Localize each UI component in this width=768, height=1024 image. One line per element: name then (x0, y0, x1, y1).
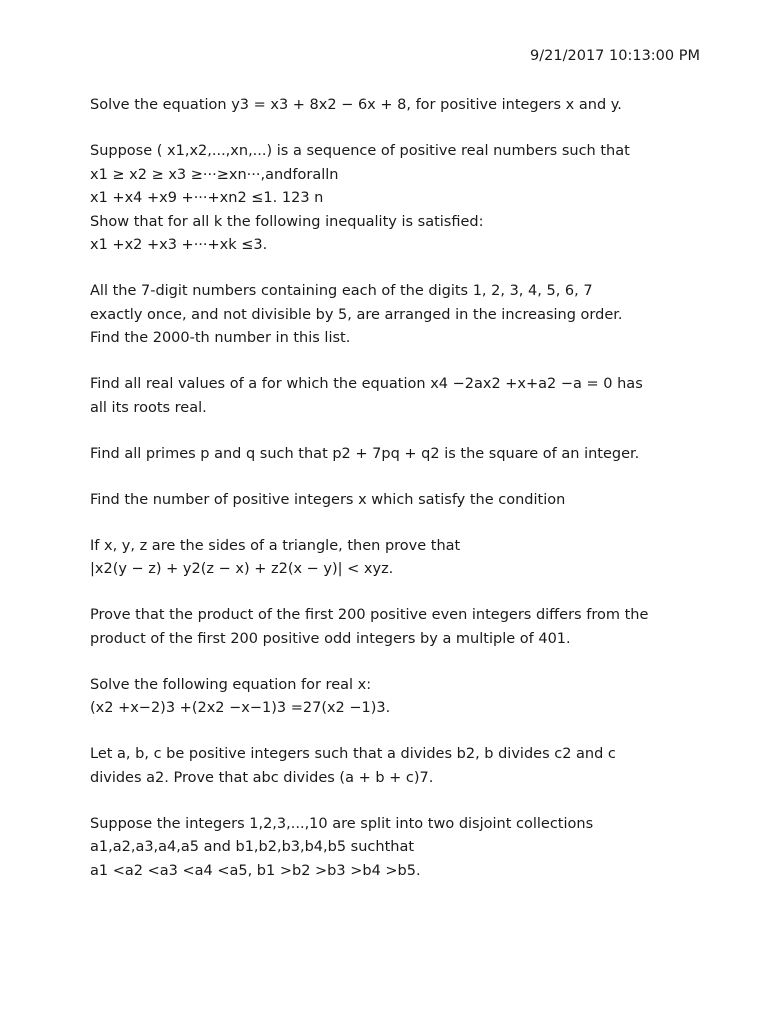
problem-text-line: a1 <a2 <a3 <a4 <a5, b1 >b2 >b3 >b4 >b5. (90, 862, 421, 879)
problem-text-line: Suppose the integers 1,2,3,...,10 are split into two disjoint collections (90, 815, 594, 832)
problem-text-line: a1,a2,a3,a4,a5 and b1,b2,b3,b4,b5 suchthat (90, 839, 415, 855)
problem-text-line: product of the first 200 positive odd integers by a multiple of 401. (90, 630, 571, 647)
problem-text-line: |x2(y − z) + y2(z − x) + z2(x − y)| < xyz. (90, 561, 394, 577)
problem-text-line: divides a2. Prove that abc divides (a + b + c)7. (90, 769, 434, 786)
problem-2 (90, 140, 710, 258)
problem-text-line: x1 +x2 +x3 +···+xk ≤3. (90, 237, 268, 253)
problem-text-line: (x2 +x−2)3 +(2x2 −x−1)3 =27(x2 −1)3. (90, 700, 391, 716)
problem-8 (90, 604, 710, 651)
problem-text-line: Find the number of positive integers x which satisfy the condition (90, 491, 566, 508)
problem-text-line: Show that for all k the following inequality is satisfied: (90, 213, 484, 230)
problem-6 (90, 489, 710, 513)
problem-text-line: x1 +x4 +x9 +···+xn2 ≤1. 123 n (90, 190, 324, 206)
problem-list (90, 94, 710, 906)
problem-text-line: Find the 2000-th number in this list. (90, 330, 351, 346)
problem-text-line: x1 ≥ x2 ≥ x3 ≥···≥xn···,andforalln (90, 166, 339, 183)
problem-3 (90, 280, 710, 351)
problem-text-line: Let a, b, c be positive integers such that a divides b2, b divides c2 and c (90, 746, 616, 762)
problem-text-line: exactly once, and not divisible by 5, are arranged in the increasing order. (90, 306, 623, 323)
problem-10 (90, 743, 710, 790)
problem-11 (90, 813, 710, 884)
problem-1 (90, 94, 710, 118)
problem-text-line: Solve the following equation for real x: (90, 676, 372, 693)
problem-7 (90, 535, 710, 582)
problem-5 (90, 443, 710, 467)
problem-9 (90, 674, 710, 721)
problem-text-line: Suppose ( x1,x2,...,xn,...) is a sequence of positive real numbers such that (90, 143, 630, 159)
problem-4 (90, 373, 710, 420)
problem-text-line: Find all real values of a for which the equation x4 −2ax2 +x+a2 −a = 0 has (90, 376, 643, 392)
problem-text-line: Solve the equation y3 = x3 + 8x2 − 6x + 8, for positive integers x and y. (90, 97, 622, 113)
timestamp: 9/21/2017 10:13:00 PM (530, 48, 700, 64)
problem-text-line: All the 7-digit numbers containing each of the digits 1, 2, 3, 4, 5, 6, 7 (90, 283, 593, 299)
problem-text-line: Find all primes p and q such that p2 + 7pq + q2 is the square of an integer. (90, 445, 640, 462)
problem-text-line: If x, y, z are the sides of a triangle, then prove that (90, 537, 461, 554)
problem-text-line: all its roots real. (90, 399, 207, 416)
problem-text-line: Prove that the product of the first 200 positive even integers differs from the (90, 607, 649, 623)
